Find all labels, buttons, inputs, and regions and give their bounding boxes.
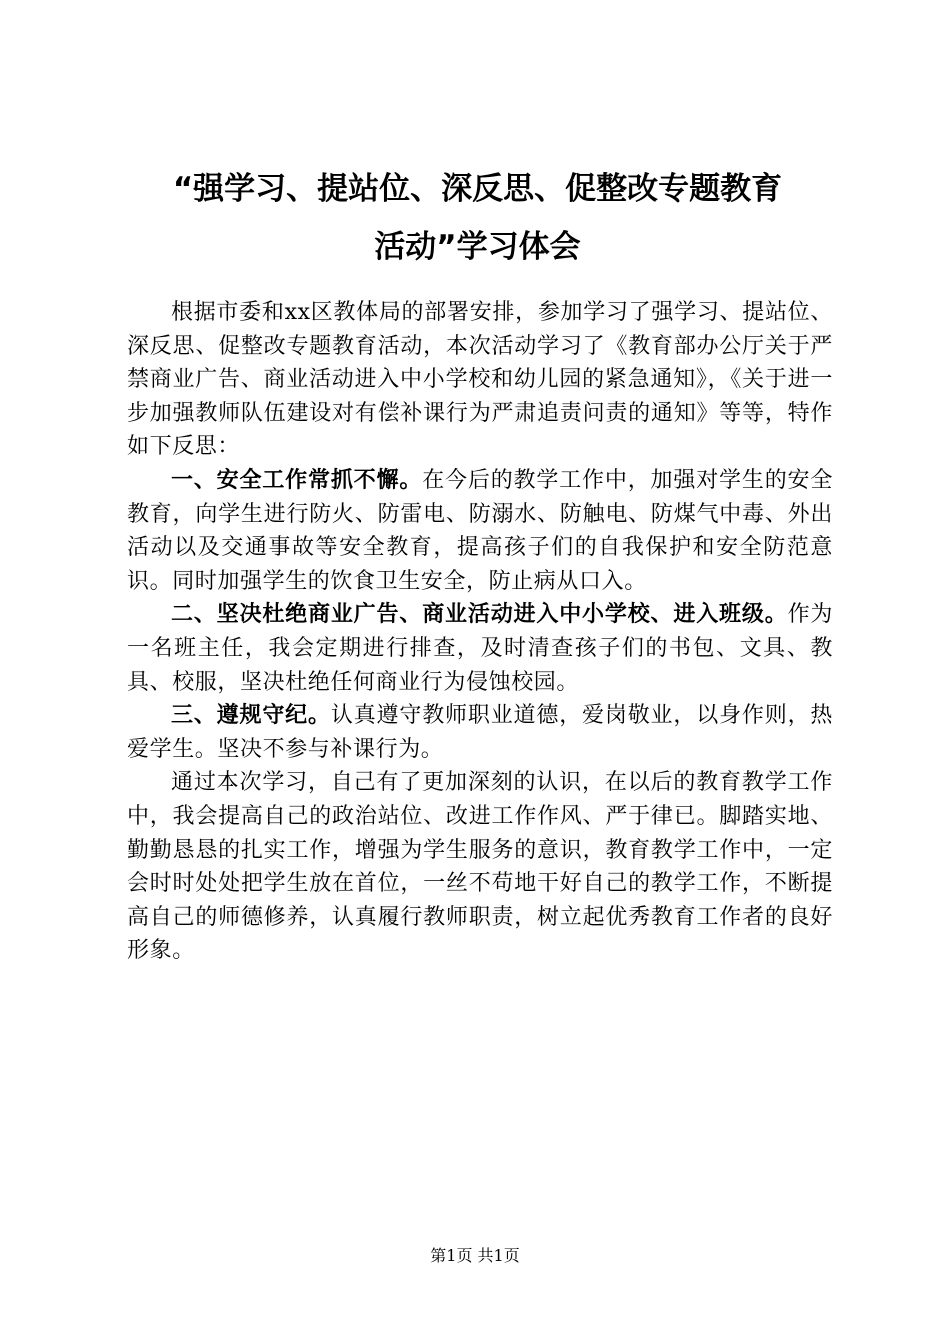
document-body [127,296,833,968]
section-heading-3: 三、遵规守纪。 [171,703,331,729]
page-number-label: 第1页 共1页 [430,1246,520,1265]
section-text-3: 认真遵守教师职业道德，爱岗敬业，以身作则，热爱学生。坚决不参与补课行为。 [127,703,834,762]
section-paragraph-3 [127,699,833,766]
document-title [120,160,835,276]
section-paragraph-2 [127,598,833,699]
section-heading-2: 二、坚决杜绝商业广告、商业活动进入中小学校、进入班级。 [171,602,788,628]
intro-paragraph: 根据市委和xx区教体局的部署安排，参加学习了强学习、提站位、深反思、促整改专题教育活动，本次活动学习了《教育部办公厅关于严禁商业广告、商业活动进入中小学校和幼儿园的紧急通知》，《关于进一步加强教师队伍建设对有偿补课行为严肃追责问责的通知》等等，特作如下反思： [127,300,833,460]
page-footer [0,1244,950,1268]
title-line-1: “强学习、提站位、深反思、促整改专题教育 [172,171,783,207]
section-heading-1: 一、安全工作常抓不懈。 [171,467,423,493]
section-text-2: 作为一名班主任，我会定期进行排查，及时清查孩子们的书包、文具、教具、校服，坚决杜绝任何商业行为侵蚀校园。 [127,602,833,695]
title-line-2: 活动”学习体会 [374,229,581,265]
conclusion-paragraph: 通过本次学习，自己有了更加深刻的认识，在以后的教育教学工作中，我会提高自己的政治站位、改进工作作风、严于律已。脚踏实地、勤勤恳恳的扎实工作，增强为学生服务的意识，教育教学工作中，一定会时时处处把学生放在首位，一丝不苟地干好自己的教学工作，不断提高自己的师德修养，认真履行教师职责，树立起优秀教育工作者的良好形象。 [127,770,833,964]
section-paragraph-1 [127,464,833,598]
section-text-1: 在今后的教学工作中，加强对学生的安全教育，向学生进行防火、防雷电、防溺水、防触电、防煤气中毒、外出活动以及交通事故等安全教育，提高孩子们的自我保护和安全防范意识。同时加强学生的饮食卫生安全，防止病从口入。 [127,467,833,594]
